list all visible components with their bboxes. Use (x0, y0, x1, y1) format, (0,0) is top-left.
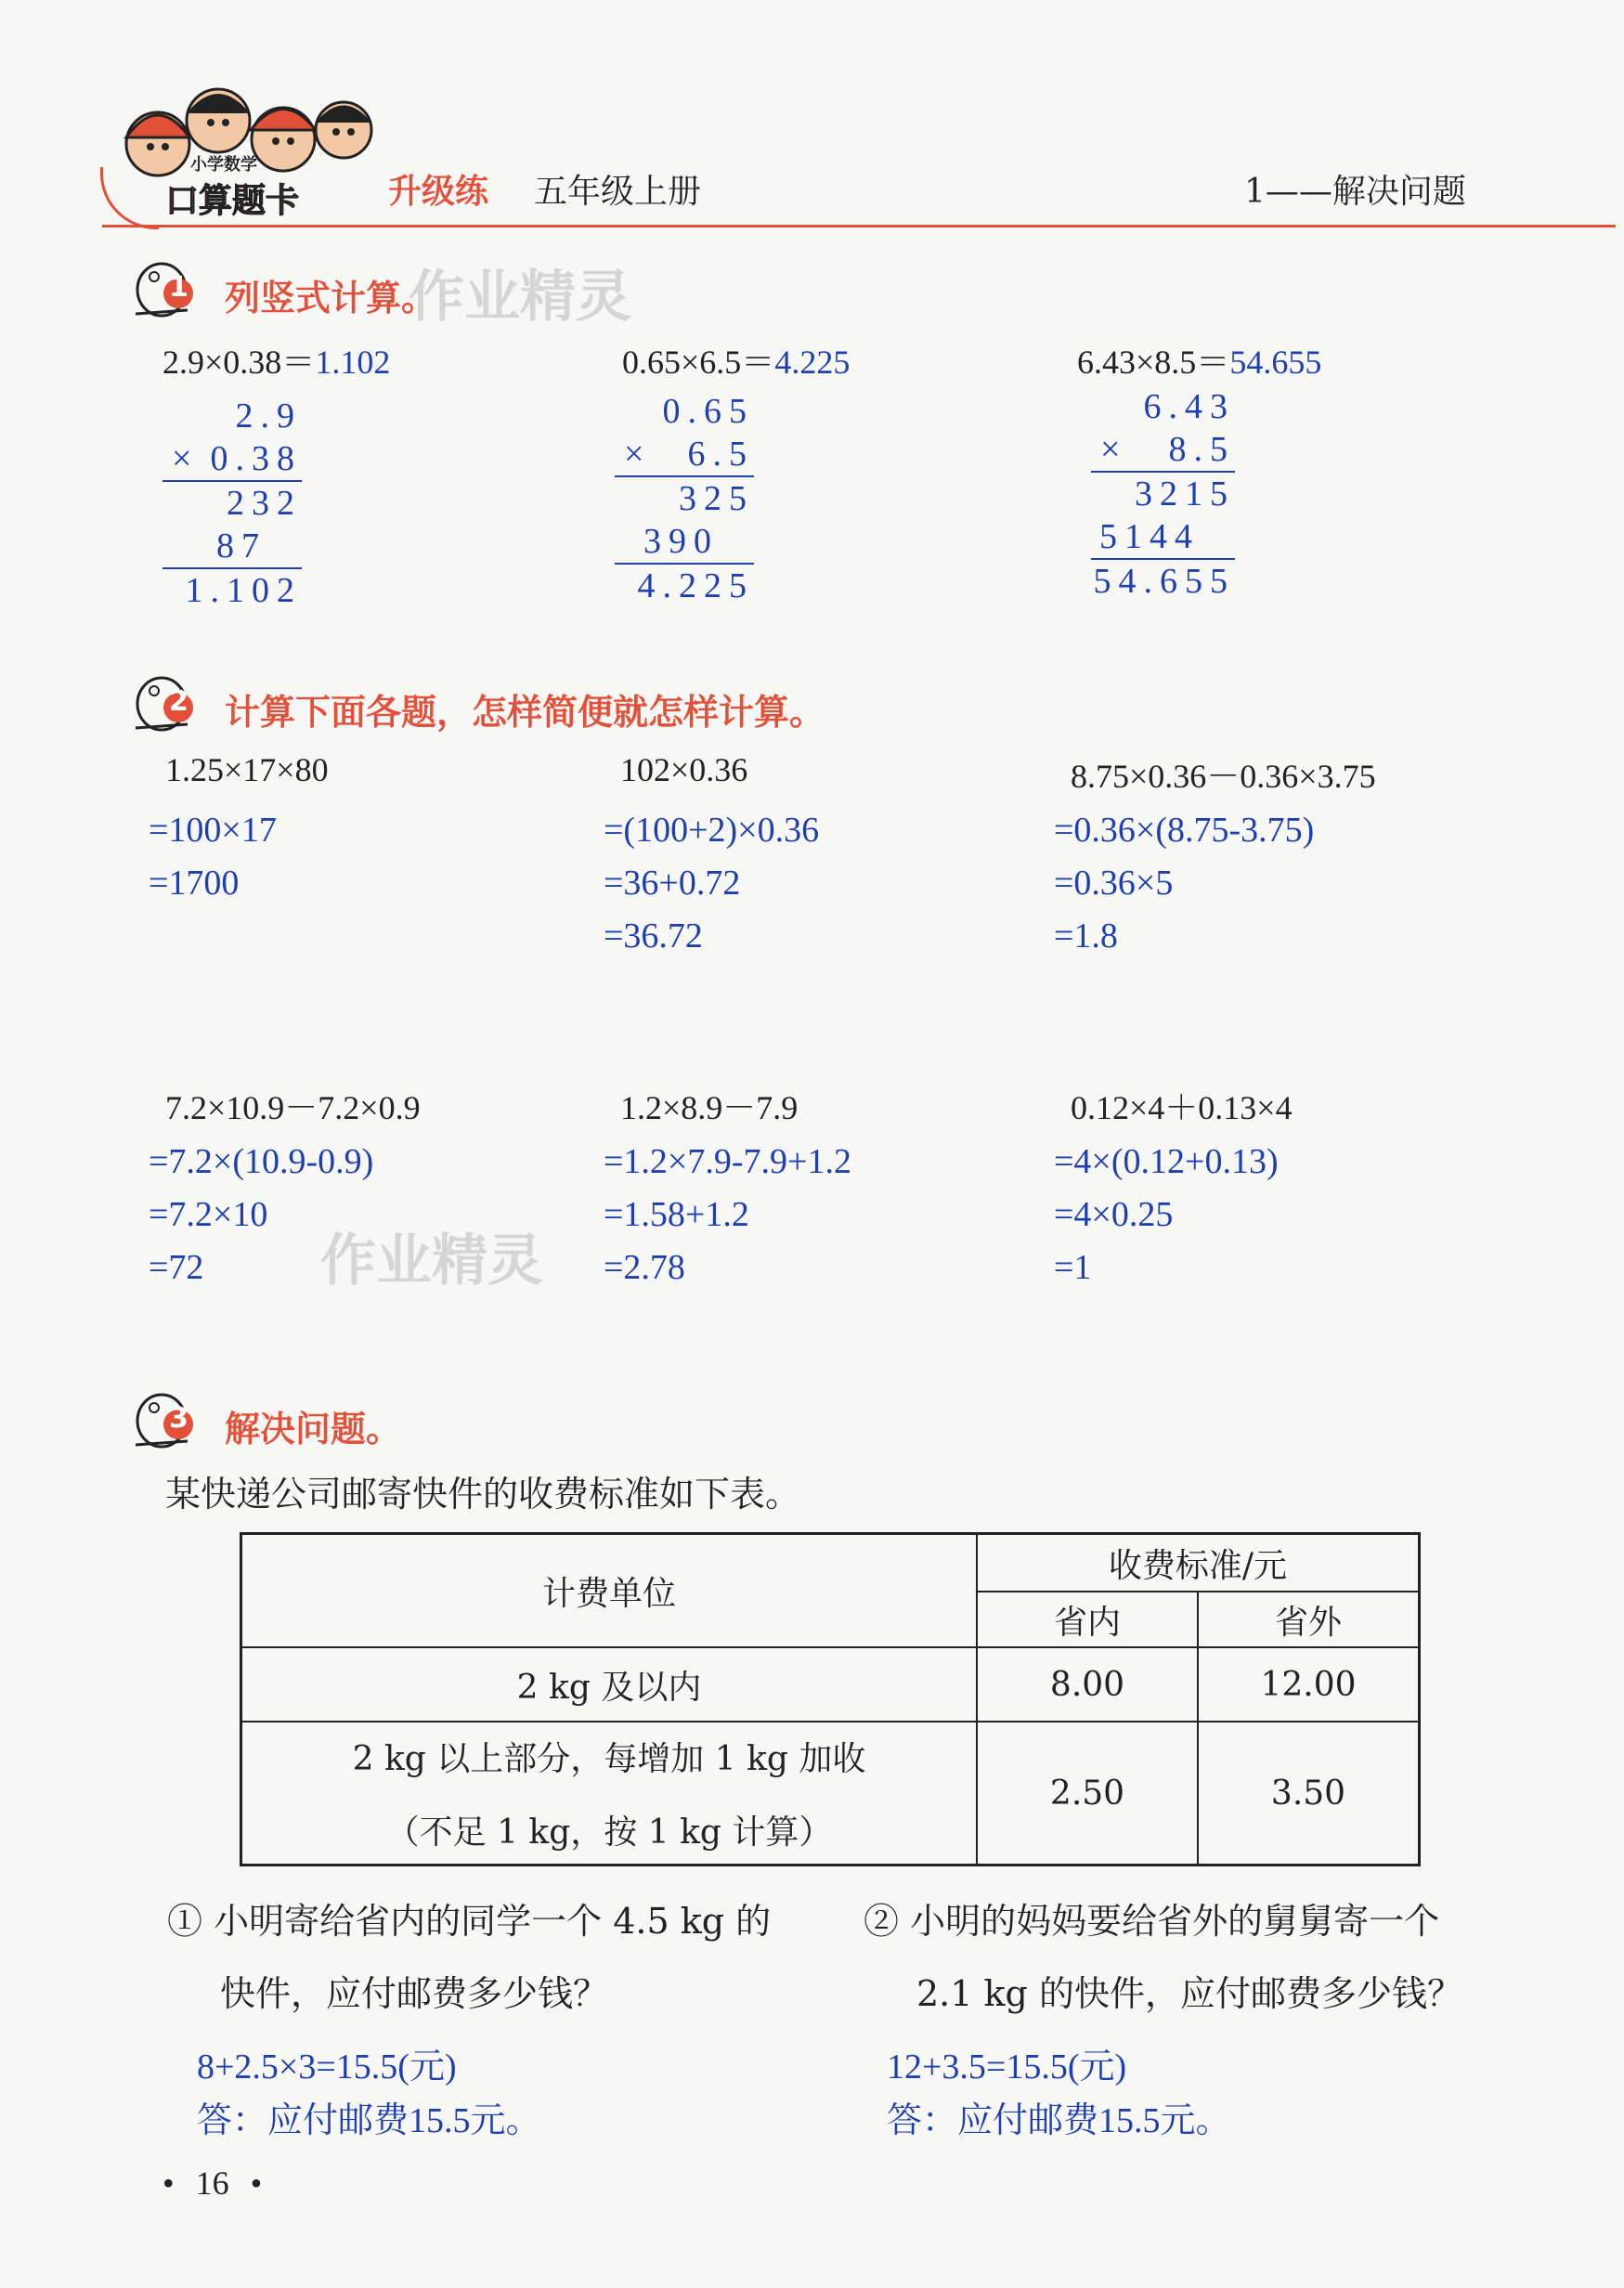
calc-step: =(100+2)×0.36 (604, 811, 820, 850)
question-line-2: 2.1 kg 的快件，应付邮费多少钱？ (916, 1973, 1462, 2014)
op-sign: × (624, 435, 652, 474)
calc-problem (604, 750, 819, 968)
section-2-number: 2 (169, 685, 188, 718)
vertical-partial-2: 390 (643, 522, 719, 561)
question-line-1: 小明的妈妈要给省外的舅舅寄一个 (910, 1901, 1440, 1942)
brand-title: 口算题卡 (165, 182, 300, 220)
vertical-multiplier: 0.38 (210, 439, 302, 478)
calc-step: =1700 (149, 864, 240, 903)
answer-statement: 答：应付邮费15.5元。 (197, 2101, 541, 2140)
calc-step: =36.72 (604, 916, 703, 956)
section-3-number: 3 (169, 1402, 188, 1435)
calc-problem (604, 1082, 851, 1300)
vertical-partial-1: 232 (227, 484, 302, 523)
vertical-multiplier: 8.5 (1168, 430, 1235, 469)
section-1-icon (126, 253, 201, 327)
grade-label: 五年级上册 (534, 173, 702, 211)
answer-work: 12+3.5=15.5(元) (887, 2048, 1127, 2086)
calc-step: =72 (149, 1248, 204, 1287)
section-1-number: 1 (169, 271, 188, 304)
table-row-2-unit (242, 1721, 976, 1864)
word-problem-1 (167, 1892, 771, 2142)
vertical-result: 1.102 (185, 571, 302, 610)
vertical-work-3 (1091, 385, 1235, 603)
problem-answer: 54.655 (1229, 344, 1322, 381)
calc-step: =7.2×10 (149, 1195, 268, 1234)
problem-answer: 4.225 (774, 344, 851, 381)
page-bullet: • (250, 2164, 263, 2202)
header-curve (100, 167, 159, 229)
calc-step: =100×17 (149, 811, 277, 850)
section-1-title: 列竖式计算。 (225, 278, 437, 318)
calc-question: 1.25×17×80 (165, 751, 329, 788)
vertical-result: 54.655 (1093, 562, 1235, 601)
table-row-1-in: 8.00 (976, 1646, 1197, 1721)
answer-statement: 答：应付邮费15.5元。 (887, 2101, 1231, 2140)
fee-table (240, 1532, 1421, 1866)
op-sign: × (172, 439, 200, 478)
calc-question: 7.2×10.9－7.2×0.9 (165, 1089, 421, 1126)
question-line-2: 快件，应付邮费多少钱？ (220, 1973, 609, 2014)
question-line-1: 小明寄给省内的同学一个 4.5 kg 的 (214, 1901, 772, 1942)
vertical-multiplier: 6.5 (687, 435, 754, 474)
section-3-icon (126, 1384, 201, 1458)
calc-step: =7.2×(10.9-0.9) (149, 1142, 374, 1181)
calc-problem (149, 750, 329, 916)
calc-step: =0.36×5 (1054, 864, 1174, 903)
calc-step: =1 (1054, 1248, 1092, 1287)
table-header-out: 省外 (1197, 1591, 1418, 1646)
page-number (162, 2164, 262, 2203)
table-row-2-unit-line2: （不足 1 kg，按 1 kg 计算） (385, 1814, 833, 1852)
calc-step: =1.58+1.2 (604, 1195, 749, 1234)
calc-step: =0.36×(8.75-3.75) (1054, 811, 1315, 850)
problem-answer: 1.102 (315, 344, 391, 381)
table-row-2-unit-line1: 2 kg 以上部分，每增加 1 kg 加收 (352, 1740, 866, 1778)
page-bullet: • (162, 2164, 175, 2202)
section-3-intro: 某快递公司邮寄快件的收费标准如下表。 (165, 1474, 801, 1514)
table-row-2-out: 3.50 (1197, 1721, 1418, 1864)
question-marker: ① (167, 1901, 203, 1942)
calc-step: =4×0.25 (1054, 1195, 1174, 1234)
answer-work: 8+2.5×3=15.5(元) (197, 2048, 457, 2086)
vertical-problem-1 (162, 336, 390, 384)
vertical-top: 0.65 (662, 392, 754, 431)
brand-small-text: 小学数学 (190, 155, 257, 175)
chapter-label: 1——解决问题 (1244, 173, 1466, 211)
vertical-top: 6.43 (1143, 387, 1235, 426)
table-row-1-out: 12.00 (1197, 1646, 1418, 1721)
calc-problem (1054, 1082, 1293, 1300)
section-3-title: 解决问题。 (225, 1409, 402, 1450)
vertical-work-1 (162, 395, 302, 612)
question-marker: ② (864, 1901, 900, 1942)
table-header-fee: 收费标准/元 (976, 1535, 1418, 1591)
vertical-partial-2: 5144 (1099, 517, 1200, 556)
calc-question: 102×0.36 (620, 751, 748, 788)
vertical-partial-1: 325 (679, 479, 754, 518)
table-header-in: 省内 (976, 1591, 1197, 1646)
vertical-result: 4.225 (637, 566, 754, 605)
calc-step: =36+0.72 (604, 864, 741, 903)
calc-question: 1.2×8.9－7.9 (620, 1089, 799, 1126)
section-2-icon (126, 667, 201, 741)
watermark-middle: 作业精灵 (320, 1228, 543, 1294)
problem-question: 2.9×0.38＝1.102 (162, 344, 391, 381)
header (0, 0, 1624, 241)
section-2-title: 计算下面各题，怎样简便就怎样计算。 (225, 692, 825, 733)
header-divider (102, 225, 1616, 228)
vertical-partial-1: 3215 (1135, 474, 1235, 514)
op-sign: × (1100, 430, 1128, 469)
table-row-2-in: 2.50 (976, 1721, 1197, 1864)
watermark-top: 作业精灵 (409, 265, 631, 330)
word-problem-2 (864, 1892, 1462, 2142)
vertical-top: 2.9 (235, 396, 302, 436)
calc-step: =4×(0.12+0.13) (1054, 1142, 1279, 1181)
vertical-partial-2: 87 (216, 526, 266, 566)
calc-step: =2.78 (604, 1248, 685, 1287)
table-row-1-unit: 2 kg 及以内 (242, 1646, 976, 1721)
vertical-problem-3: 6.43×8.5＝54.655 (1077, 344, 1322, 381)
table-header-unit: 计费单位 (541, 1574, 676, 1613)
calc-question: 8.75×0.36－0.36×3.75 (1071, 758, 1376, 795)
calc-step: =1.8 (1054, 916, 1118, 956)
page-number-value: 16 (195, 2164, 229, 2202)
calc-problem (1054, 750, 1376, 968)
calc-step: =1.2×7.9-7.9+1.2 (604, 1142, 851, 1181)
series-label: 升级练 (388, 173, 489, 211)
vertical-problem-2: 0.65×6.5＝4.225 (622, 344, 851, 381)
calc-question: 0.12×4＋0.13×4 (1071, 1089, 1293, 1126)
vertical-work-2 (615, 390, 754, 607)
